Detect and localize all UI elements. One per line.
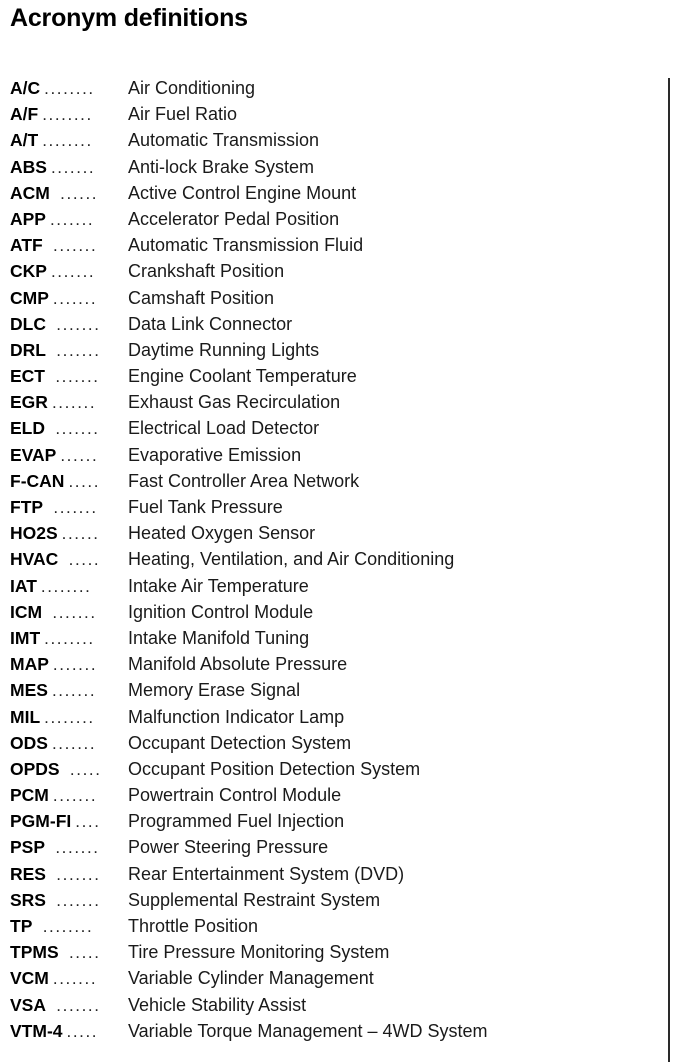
acronym-abbreviation: ABS — [10, 156, 47, 177]
dot-leader: ....... — [49, 838, 100, 858]
acronym-abbreviation: IAT — [10, 575, 37, 596]
acronym-definition: Power Steering Pressure — [128, 837, 329, 858]
acronym-abbreviation: VSA — [10, 994, 46, 1015]
acronym-row — [10, 625, 660, 651]
acronym-row — [10, 311, 660, 337]
acronym-definition: Throttle Position — [128, 916, 259, 936]
dot-leader: ....... — [50, 262, 96, 282]
acronym-abbreviation: VTM-4 — [10, 1020, 63, 1041]
acronym-definition: Electrical Load Detector — [128, 418, 320, 439]
acronym-abbreviation: ATF — [10, 235, 43, 256]
acronym-row — [10, 258, 660, 284]
acronym-definition: Ignition Control Module — [128, 601, 314, 622]
dot-leader: ....... — [47, 498, 98, 517]
acronym-row — [10, 808, 660, 834]
acronym-definition: Memory Erase Signal — [128, 680, 301, 701]
acronym-abbreviation: A/F — [10, 104, 39, 125]
acronym-row — [10, 337, 660, 363]
acronym-definition: Supplemental Restraint System — [128, 889, 381, 910]
acronym-row — [10, 730, 660, 756]
acronym-definition: Heated Oxygen Sensor — [128, 523, 316, 544]
dot-leader: ...... — [60, 445, 99, 465]
acronym-row — [10, 992, 660, 1018]
acronym-row — [10, 363, 660, 389]
acronym-definition: Intake Manifold Tuning — [128, 627, 310, 648]
acronym-abbreviation: ECT — [10, 366, 45, 387]
acronym-definition: Variable Cylinder Management — [128, 968, 374, 989]
acronym-abbreviation: PSP — [10, 837, 46, 858]
acronym-row — [10, 756, 660, 782]
dot-leader: ..... — [68, 471, 101, 491]
acronym-abbreviation: MIL — [10, 706, 41, 727]
acronym-abbreviation: IMT — [10, 627, 41, 648]
acronym-abbreviation: CKP — [10, 261, 47, 282]
acronym-row — [10, 520, 660, 546]
acronym-definition: Daytime Running Lights — [128, 339, 320, 360]
dot-leader: ...... — [61, 524, 100, 544]
acronym-row — [10, 468, 660, 494]
acronym-abbreviation: EGR — [10, 392, 48, 413]
dot-leader: ....... — [46, 602, 97, 622]
acronym-abbreviation: MES — [10, 680, 48, 701]
dot-leader: ....... — [52, 969, 98, 989]
acronym-definition: Occupant Position Detection System — [128, 758, 421, 779]
acronym-row — [10, 206, 660, 232]
acronym-row — [10, 573, 660, 599]
acronym-definition: Fuel Tank Pressure — [128, 497, 283, 517]
acronym-abbreviation: ELD — [10, 418, 45, 439]
acronym-abbreviation: HO2S — [10, 523, 58, 544]
acronym-abbreviation: HVAC — [10, 549, 59, 570]
dot-leader: ....... — [49, 419, 100, 439]
acronym-definition: Anti-lock Brake System — [128, 156, 315, 177]
dot-leader: ....... — [49, 340, 101, 360]
acronym-row — [10, 782, 660, 808]
dot-leader: ..... — [63, 759, 102, 779]
acronym-definition: Programmed Fuel Injection — [128, 811, 345, 832]
acronym-definition: Camshaft Position — [128, 287, 275, 308]
acronym-definition: Exhaust Gas Recirculation — [128, 392, 341, 413]
acronym-row — [10, 834, 660, 860]
acronym-definition: Powertrain Control Module — [128, 785, 342, 806]
vertical-rule — [668, 78, 670, 1062]
dot-leader: ........ — [44, 707, 95, 727]
dot-leader: ....... — [52, 786, 98, 806]
acronym-abbreviation: APP — [10, 208, 46, 229]
dot-leader: ....... — [51, 681, 97, 701]
dot-leader: ....... — [49, 209, 95, 229]
acronym-abbreviation: TPMS — [10, 942, 59, 963]
acronym-row — [10, 913, 660, 939]
dot-leader: ........ — [42, 105, 93, 125]
acronym-row — [10, 285, 660, 311]
acronym-row — [10, 1018, 660, 1044]
dot-leader: ........ — [36, 917, 94, 936]
acronym-abbreviation: VCM — [10, 968, 49, 989]
acronym-definition: Automatic Transmission — [128, 130, 320, 151]
dot-leader: ....... — [49, 367, 100, 387]
acronym-row — [10, 939, 660, 965]
acronym-abbreviation: EVAP — [10, 444, 57, 465]
acronym-row — [10, 704, 660, 730]
acronym-definition: Intake Air Temperature — [128, 575, 309, 596]
page-title: Acronym definitions — [10, 4, 248, 32]
dot-leader: ........ — [40, 576, 92, 596]
acronym-definition: Evaporative Emission — [128, 444, 302, 465]
dot-leader: ........ — [42, 131, 93, 151]
dot-leader: ....... — [51, 733, 97, 753]
dot-leader: ..... — [62, 943, 101, 963]
acronym-definition: Active Control Engine Mount — [128, 182, 357, 203]
dot-leader: ..... — [66, 1021, 99, 1041]
acronym-row — [10, 651, 660, 677]
acronym-definition: Crankshaft Position — [128, 261, 285, 282]
acronym-abbreviation: CMP — [10, 287, 49, 308]
dot-leader: ........ — [44, 628, 95, 648]
acronym-row — [10, 180, 660, 206]
acronym-definition: Manifold Absolute Pressure — [128, 654, 348, 675]
acronym-row — [10, 599, 660, 625]
dot-leader: ....... — [49, 890, 101, 910]
acronym-abbreviation: PGM-FI — [10, 811, 72, 832]
acronym-abbreviation: ICM — [10, 601, 43, 622]
acronym-row — [10, 861, 660, 887]
acronym-abbreviation: MAP — [10, 654, 49, 675]
acronym-row — [10, 887, 660, 913]
acronym-definition: Occupant Detection System — [128, 732, 352, 753]
acronym-row — [10, 101, 660, 127]
acronym-row — [10, 546, 660, 572]
dot-leader: ....... — [52, 288, 98, 308]
dot-leader: ........ — [44, 79, 95, 98]
dot-leader: ....... — [49, 995, 101, 1015]
acronym-row — [10, 965, 660, 991]
acronym-definition: Malfunction Indicator Lamp — [128, 706, 345, 727]
acronym-definition: Vehicle Stability Assist — [128, 994, 307, 1015]
acronym-list — [10, 75, 660, 1044]
dot-leader: ....... — [46, 236, 98, 256]
acronym-abbreviation: A/C — [10, 78, 41, 98]
acronym-abbreviation: ACM — [10, 182, 50, 203]
acronym-definition: Tire Pressure Monitoring System — [128, 942, 390, 963]
acronym-abbreviation: PCM — [10, 785, 49, 806]
acronym-definition: Air Fuel Ratio — [128, 104, 238, 125]
dot-leader: .... — [75, 812, 101, 832]
acronym-definition: Rear Entertainment System (DVD) — [128, 863, 405, 884]
acronym-abbreviation: TP — [10, 916, 33, 936]
acronym-abbreviation: A/T — [10, 130, 39, 151]
acronym-row — [10, 494, 660, 520]
acronym-row — [10, 442, 660, 468]
acronym-row — [10, 415, 660, 441]
dot-leader: ....... — [49, 864, 101, 884]
acronym-abbreviation: FTP — [10, 497, 44, 517]
acronym-abbreviation: DLC — [10, 313, 46, 334]
acronym-definition: Fast Controller Area Network — [128, 470, 360, 491]
acronym-row — [10, 232, 660, 258]
acronym-row — [10, 389, 660, 415]
dot-leader: ....... — [51, 393, 97, 413]
acronym-abbreviation: DRL — [10, 339, 46, 360]
acronym-row — [10, 154, 660, 180]
acronym-definition: Data Link Connector — [128, 313, 293, 334]
acronym-row — [10, 127, 660, 153]
acronym-abbreviation: ODS — [10, 732, 48, 753]
dot-leader: ....... — [52, 655, 98, 675]
acronym-abbreviation: SRS — [10, 889, 46, 910]
acronym-abbreviation: OPDS — [10, 758, 60, 779]
dot-leader: ...... — [53, 183, 99, 203]
acronym-row — [10, 75, 660, 101]
acronym-abbreviation: F-CAN — [10, 470, 65, 491]
dot-leader: ....... — [50, 157, 96, 177]
dot-leader: ..... — [62, 550, 101, 570]
dot-leader: ....... — [49, 314, 101, 334]
acronym-abbreviation: RES — [10, 863, 46, 884]
acronym-row — [10, 677, 660, 703]
acronym-definition: Accelerator Pedal Position — [128, 208, 340, 229]
acronym-definition: Heating, Ventilation, and Air Conditioning — [128, 549, 455, 570]
acronym-definition: Air Conditioning — [128, 78, 256, 98]
acronym-definition: Engine Coolant Temperature — [128, 366, 357, 387]
acronym-definition: Automatic Transmission Fluid — [128, 235, 364, 256]
acronym-definition: Variable Torque Management – 4WD System — [128, 1020, 488, 1041]
